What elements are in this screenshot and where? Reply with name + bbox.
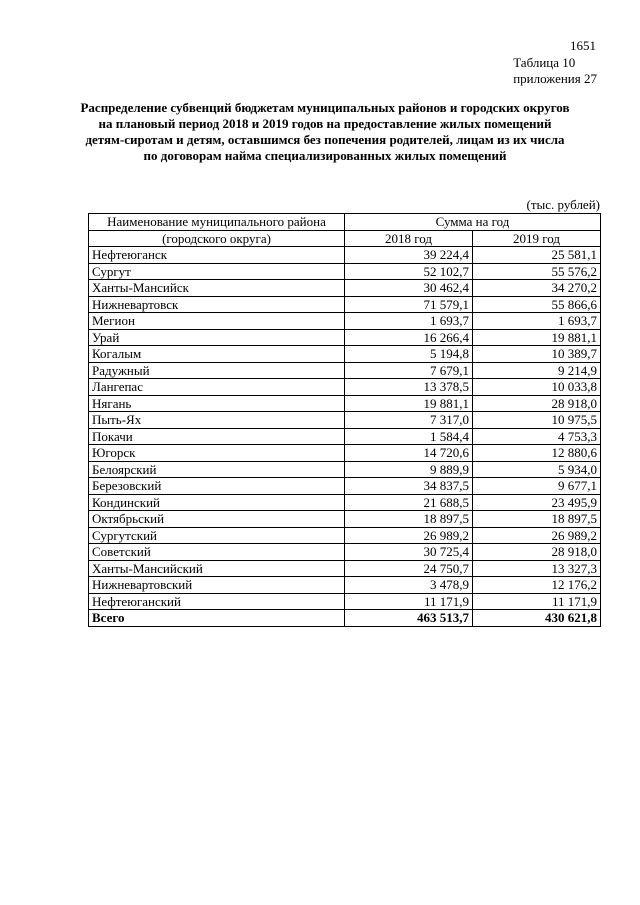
- subsidy-table: [88, 213, 601, 627]
- total-row: [89, 610, 601, 627]
- header-name-line1: Наименование муниципального района: [89, 214, 345, 231]
- page-number: 1651: [570, 38, 596, 53]
- amount-2019: 34 270,2: [473, 280, 601, 297]
- municipality-name: Березовский: [89, 478, 345, 495]
- amount-2019: 19 881,1: [473, 329, 601, 346]
- table-row: [89, 593, 601, 610]
- table-row: [89, 560, 601, 577]
- amount-2018: 7 317,0: [345, 412, 473, 429]
- table-body: [89, 247, 601, 627]
- amount-2019: 28 918,0: [473, 544, 601, 561]
- municipality-name: Сургут: [89, 263, 345, 280]
- table-row: [89, 478, 601, 495]
- municipality-name: Октябрьский: [89, 511, 345, 528]
- total-label: Всего: [89, 610, 345, 627]
- amount-2019: 10 389,7: [473, 346, 601, 363]
- header-year-2019: 2019 год: [473, 230, 601, 247]
- municipality-name: Сургутский: [89, 527, 345, 544]
- amount-2018: 52 102,7: [345, 263, 473, 280]
- table-row: [89, 544, 601, 561]
- municipality-name: Нижневартовск: [89, 296, 345, 313]
- amount-2018: 19 881,1: [345, 395, 473, 412]
- amount-2018: 1 693,7: [345, 313, 473, 330]
- amount-2019: 5 934,0: [473, 461, 601, 478]
- table-row: [89, 395, 601, 412]
- header-year-2018: 2018 год: [345, 230, 473, 247]
- municipality-name: Нефтеюганский: [89, 593, 345, 610]
- amount-2018: 30 462,4: [345, 280, 473, 297]
- amount-2018: 34 837,5: [345, 478, 473, 495]
- municipality-name: Урай: [89, 329, 345, 346]
- table-row: [89, 346, 601, 363]
- table-row: [89, 511, 601, 528]
- amount-2018: 24 750,7: [345, 560, 473, 577]
- table-row: [89, 428, 601, 445]
- amount-2018: 16 266,4: [345, 329, 473, 346]
- municipality-name: Покачи: [89, 428, 345, 445]
- table-number: Таблица 10: [513, 55, 576, 70]
- table-row: [89, 313, 601, 330]
- amount-2018: 7 679,1: [345, 362, 473, 379]
- table-reference: [513, 55, 597, 87]
- municipality-name: Советский: [89, 544, 345, 561]
- table-row: [89, 494, 601, 511]
- header-name-line2: (городского округа): [89, 230, 345, 247]
- table-row: [89, 527, 601, 544]
- table-row: [89, 445, 601, 462]
- municipality-name: Пыть-Ях: [89, 412, 345, 429]
- table-row: [89, 461, 601, 478]
- amount-2018: 26 989,2: [345, 527, 473, 544]
- municipality-name: Лангепас: [89, 379, 345, 396]
- municipality-name: Белоярский: [89, 461, 345, 478]
- amount-2018: 13 378,5: [345, 379, 473, 396]
- table-row: [89, 362, 601, 379]
- amount-2019: 9 677,1: [473, 478, 601, 495]
- amount-2018: 5 194,8: [345, 346, 473, 363]
- municipality-name: Нижневартовский: [89, 577, 345, 594]
- amount-2019: 11 171,9: [473, 593, 601, 610]
- table-row: [89, 280, 601, 297]
- municipality-name: Мегион: [89, 313, 345, 330]
- amount-2018: 9 889,9: [345, 461, 473, 478]
- amount-2018: 14 720,6: [345, 445, 473, 462]
- total-2018: 463 513,7: [345, 610, 473, 627]
- header-sum: Сумма на год: [345, 214, 601, 231]
- amount-2019: 4 753,3: [473, 428, 601, 445]
- amount-2019: 13 327,3: [473, 560, 601, 577]
- document-title: Распределение субвенций бюджетам муниципальных районов и городских округов на плановый период 2018 и 2019 годов на предоставление жилых помещений детям-сиротам и детям, оставшимся без попечения родителей, лицам из их числа по договорам найма специализированных жилых помещений: [80, 100, 570, 163]
- amount-2019: 1 693,7: [473, 313, 601, 330]
- amount-2019: 26 989,2: [473, 527, 601, 544]
- unit-note: (тыс. рублей): [526, 197, 600, 212]
- amount-2019: 55 866,6: [473, 296, 601, 313]
- appendix-number: приложения 27: [513, 71, 597, 86]
- amount-2019: 12 176,2: [473, 577, 601, 594]
- amount-2018: 1 584,4: [345, 428, 473, 445]
- amount-2018: 30 725,4: [345, 544, 473, 561]
- table-row: [89, 412, 601, 429]
- amount-2019: 18 897,5: [473, 511, 601, 528]
- total-2019: 430 621,8: [473, 610, 601, 627]
- amount-2019: 55 576,2: [473, 263, 601, 280]
- table-row: [89, 577, 601, 594]
- municipality-name: Нефтеюганск: [89, 247, 345, 264]
- municipality-name: Нягань: [89, 395, 345, 412]
- municipality-name: Когалым: [89, 346, 345, 363]
- amount-2019: 28 918,0: [473, 395, 601, 412]
- table-row: [89, 247, 601, 264]
- amount-2018: 71 579,1: [345, 296, 473, 313]
- table-row: [89, 263, 601, 280]
- table-row: [89, 329, 601, 346]
- amount-2019: 10 975,5: [473, 412, 601, 429]
- amount-2018: 21 688,5: [345, 494, 473, 511]
- amount-2018: 18 897,5: [345, 511, 473, 528]
- municipality-name: Ханты-Мансийск: [89, 280, 345, 297]
- amount-2018: 39 224,4: [345, 247, 473, 264]
- amount-2019: 10 033,8: [473, 379, 601, 396]
- amount-2019: 25 581,1: [473, 247, 601, 264]
- municipality-name: Кондинский: [89, 494, 345, 511]
- municipality-name: Радужный: [89, 362, 345, 379]
- amount-2018: 11 171,9: [345, 593, 473, 610]
- amount-2018: 3 478,9: [345, 577, 473, 594]
- table-row: [89, 296, 601, 313]
- amount-2019: 12 880,6: [473, 445, 601, 462]
- table-row: [89, 379, 601, 396]
- municipality-name: Ханты-Мансийский: [89, 560, 345, 577]
- municipality-name: Югорск: [89, 445, 345, 462]
- amount-2019: 9 214,9: [473, 362, 601, 379]
- amount-2019: 23 495,9: [473, 494, 601, 511]
